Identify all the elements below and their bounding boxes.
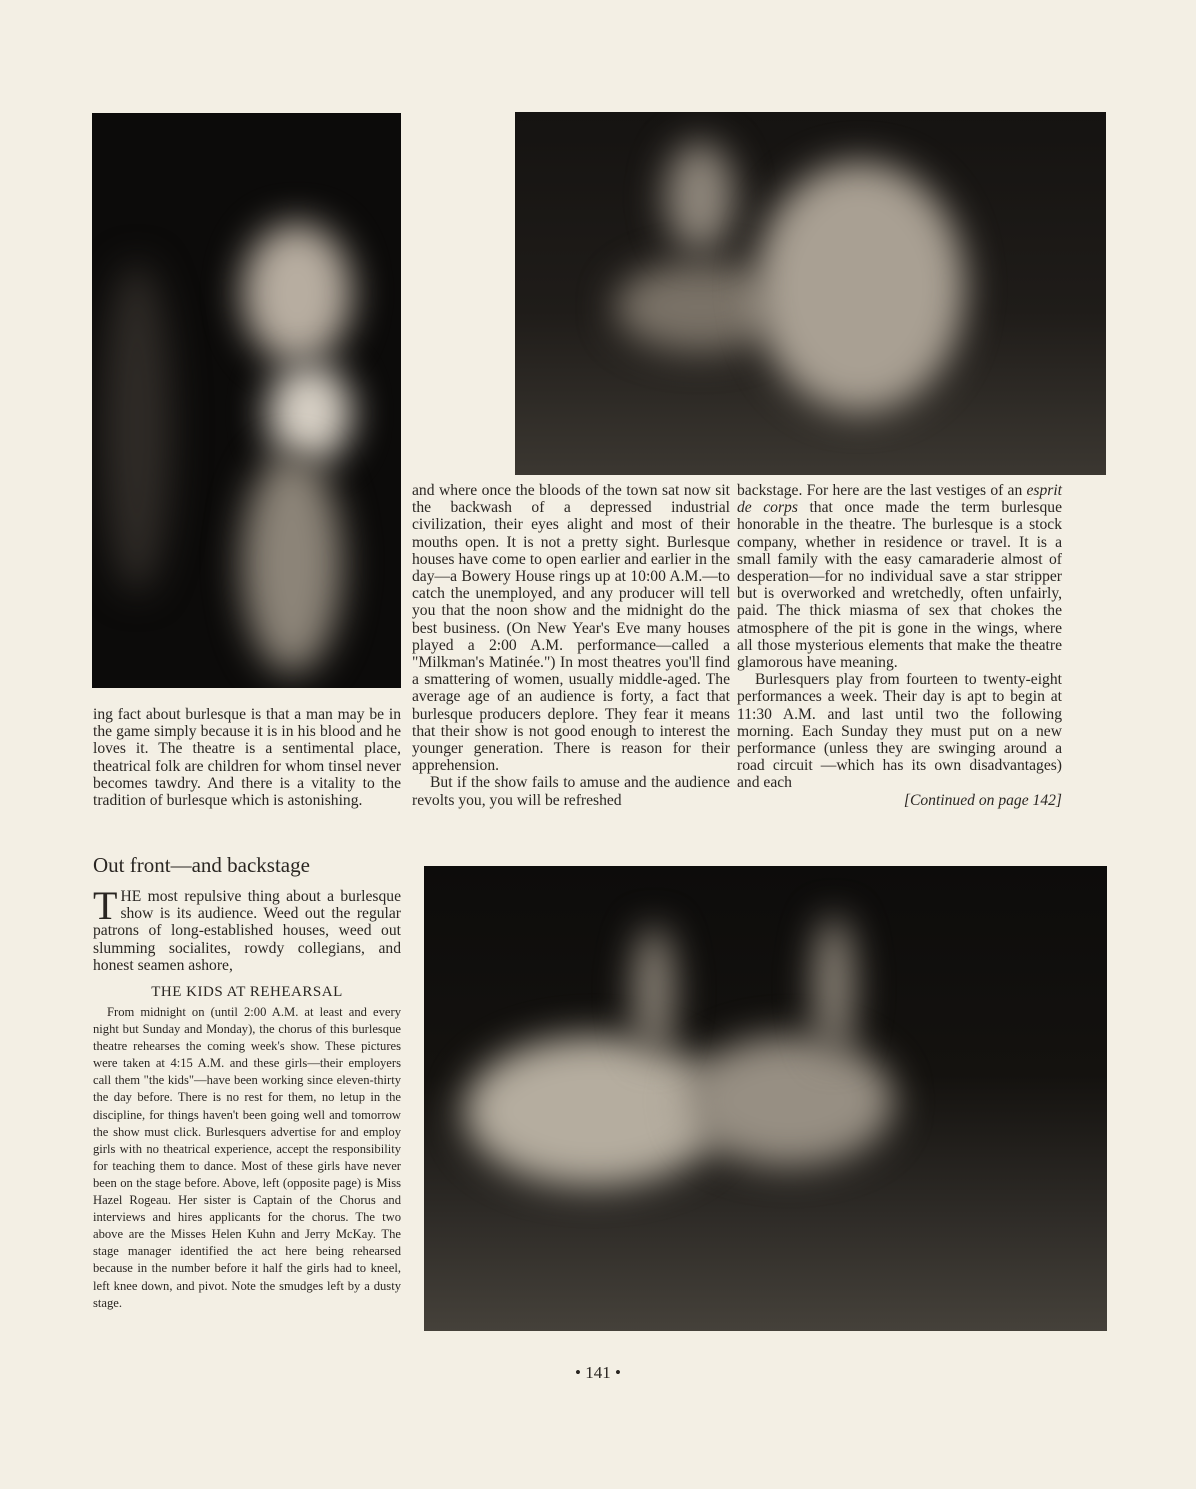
continued-paragraph: ing fact about burlesque is that a man may be in the game simply because it is in his blood and he loves it. The theatre is a sentimental place, theatrical folk are children for whom tinsel never becomes tawdry. And there is a vitality to the tradition of burlesque which is astonishing.	[93, 706, 401, 810]
caption-title: THE KIDS AT REHEARSAL	[151, 984, 343, 1000]
italic-phrase: esprit de corps	[737, 482, 1062, 517]
section-text: HE most repulsive thing about a burlesque show is its audience. Weed out the regular patrons of long-established houses, weed out slumming socialites, rowdy collegians, and honest seamen ashore,	[93, 888, 401, 974]
photo-dancer-left	[92, 113, 401, 688]
paragraph: backstage. For here are the last vestiges of an esprit de corps that once made the term burlesque honorable in the theatre. The burlesque is a stock company, whether in residence or travel. It is a small family with the easy camaraderie almost of desperation—for no individual save a star stripper but is overworked and wretchedly, often unfairly, paid. The thick miasma of sex that chokes the atmosphere of the pit is gone in the wings, where all those mysterious elements that make the theatre glamorous have meaning.	[737, 482, 1062, 672]
left-column-text	[93, 706, 401, 809]
caption-text: From midnight on (until 2:00 A.M. at least and every night but Sunday and Monday), the chorus of this burlesque theatre rehearses the coming week's show. These pictures were taken at 4:15 A.M. and these girls—their employers call them "the kids"—have been working since eleven-thirty the day before. There is no rest for them, no letup in the discipline, for things haven't been going well and tomorrow the show must click. Burlesquers advertise for and employ girls with no theatrical experience, accept the responsibility for teaching them to dance. Most of these girls have never been on the stage before. Above, left (opposite page) is Miss Hazel Rogeau. Her sister is Captain of the Chorus and interviews and hires applicants for the chorus. The two above are the Misses Helen Kuhn and Jerry McKay. The stage manager identified the act here being rehearsed because in the number before it half the girls had to kneel, left knee down, and pivot. Note the smudges left by a dusty stage.	[93, 1005, 401, 1310]
photo-chorus-floor	[424, 866, 1107, 1331]
paragraph: But if the show fails to amuse and the audience revolts you, you will be refreshed	[412, 774, 730, 809]
middle-column-text	[412, 482, 730, 809]
right-column-text	[737, 482, 1062, 809]
section-intro	[93, 883, 401, 974]
drop-cap: T	[93, 883, 118, 928]
paragraph: Burlesquers play from fourteen to twenty-eight performances a week. Their day is apt to begin at 11:30 A.M. and last until two the following morning. Each Sunday they must put on a new performance (unless they are swinging around a road circuit —which has its own disadvantages) and each	[737, 671, 1062, 792]
photo-two-girls	[515, 112, 1106, 475]
paragraph: and where once the bloods of the town sat now sit the backwash of a depressed industrial civilization, their eyes alight and most of their mouths open. It is not a pretty sight. Burlesque houses have come to open earlier and earlier in the day—a Bowery House rings up at 10:00 A.M.—to catch the unemployed, and any producer will tell you that the noon show and the midnight do the best business. (On New Year's Eve many houses played a 2:00 A.M. performance—called a "Milkman's Matinée.") In most theatres you'll find a smattering of women, usually middle-aged. The average age of an audience is forty, a fact that burlesque producers deplore. They fear it means that their show is not good enough to interest the younger generation. There is reason for their apprehension.	[412, 482, 730, 775]
section-heading: Out front—and backstage	[93, 853, 310, 877]
photo-caption	[93, 1004, 401, 1312]
page-number: • 141 •	[575, 1363, 621, 1382]
continued-note: [Continued on page 142]	[903, 791, 1062, 809]
